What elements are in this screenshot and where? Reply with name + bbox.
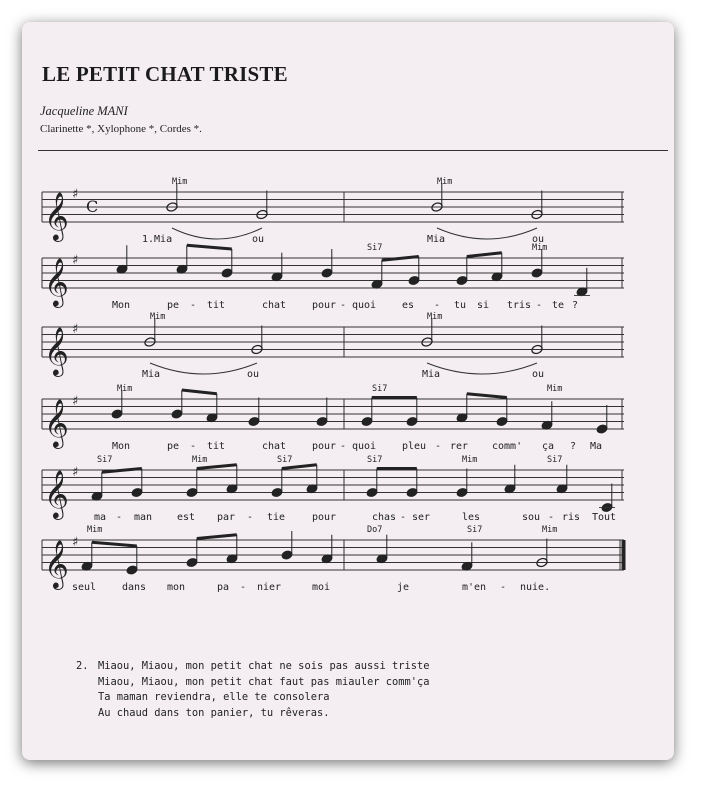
lyric-syllable: pleu xyxy=(402,441,427,452)
lyric-syllable: quoi xyxy=(352,441,377,452)
slur xyxy=(437,228,537,239)
chord-symbol: Si7 xyxy=(467,525,483,535)
lyric-syllable: Mia xyxy=(422,369,441,380)
lyric-syllable: ou xyxy=(247,369,260,380)
lyric-syllable: chas xyxy=(372,512,397,523)
treble-clef-icon: 𝄞 xyxy=(44,398,69,447)
sheet-music-page xyxy=(22,22,674,760)
lyric-syllable: - xyxy=(500,582,507,593)
lyric-syllable: ser xyxy=(412,512,431,523)
note-beam xyxy=(182,390,217,394)
lyric-syllable: par xyxy=(217,512,236,523)
lyric-syllable: 1.Mia xyxy=(142,234,173,245)
chord-symbol: Mim xyxy=(87,525,103,535)
lyric-syllable: - xyxy=(434,300,441,311)
verse-line: Miaou, Miaou, mon petit chat faut pas miauler comm'ça xyxy=(98,675,430,688)
note-beam xyxy=(467,394,507,398)
slur xyxy=(172,228,262,239)
chord-symbol: Mim xyxy=(437,177,453,187)
chord-symbol: Do7 xyxy=(367,525,383,535)
treble-clef-icon: 𝄞 xyxy=(44,257,69,306)
lyric-syllable: te xyxy=(552,300,565,311)
lyric-syllable: Mia xyxy=(142,369,161,380)
lyric-syllable: Mia xyxy=(427,234,446,245)
chord-symbol: Si7 xyxy=(97,455,113,465)
lyric-syllable: - xyxy=(536,300,543,311)
lyric-syllable: ça xyxy=(542,441,555,452)
lyric-syllable: ? xyxy=(572,300,579,311)
lyric-syllable: moi xyxy=(312,582,331,593)
song-title: LE PETIT CHAT TRISTE xyxy=(42,62,288,86)
chord-symbol: Mim xyxy=(192,455,208,465)
verse-line: Miaou, Miaou, mon petit chat ne sois pas aussi triste xyxy=(98,660,430,672)
chord-symbol: Si7 xyxy=(277,455,293,465)
key-sharp-icon: ♯ xyxy=(72,187,79,202)
chord-symbol: Mim xyxy=(150,312,166,322)
lyric-syllable: - xyxy=(247,512,254,523)
lyric-syllable: - xyxy=(190,441,197,452)
key-sharp-icon: ♯ xyxy=(72,322,79,337)
lyric-syllable: dans xyxy=(122,582,147,593)
lyric-syllable: tu xyxy=(454,300,467,311)
treble-clef-icon: 𝄞 xyxy=(44,469,69,518)
chord-symbol: Si7 xyxy=(367,455,383,465)
lyric-syllable: - xyxy=(435,441,442,452)
lyric-syllable: - xyxy=(340,441,347,452)
note-beam xyxy=(282,465,317,469)
treble-clef-icon: 𝄞 xyxy=(44,539,69,588)
verse-line: Au chaud dans ton panier, tu rêveras. xyxy=(98,706,330,719)
verse-2 xyxy=(76,659,430,721)
lyric-syllable: quoi xyxy=(352,300,377,311)
lyric-syllable: pour xyxy=(312,300,337,311)
lyric-syllable: seul xyxy=(72,582,97,593)
lyric-syllable: pour xyxy=(312,441,337,452)
lyric-syllable: es xyxy=(402,300,415,311)
lyric-syllable: je xyxy=(397,582,410,593)
verse-line: Ta maman reviendra, elle te consolera xyxy=(98,691,330,703)
key-sharp-icon: ♯ xyxy=(72,465,79,480)
lyric-syllable: ? xyxy=(570,441,577,452)
lyric-syllable: nuie. xyxy=(520,582,551,593)
lyric-syllable: chat xyxy=(262,300,287,311)
note-beam xyxy=(92,542,137,546)
lyric-syllable: les xyxy=(462,512,481,523)
lyric-syllable: pour xyxy=(312,512,337,523)
chord-symbol: Mim xyxy=(172,177,188,187)
lyric-syllable: Mon xyxy=(112,441,131,452)
lyric-syllable: pe xyxy=(167,300,180,311)
lyric-syllable: - xyxy=(190,300,197,311)
lyric-syllable: tit xyxy=(207,441,226,452)
note-beam xyxy=(197,535,237,539)
lyric-syllable: rer xyxy=(450,441,469,452)
instrumentation: Clarinette *, Xylophone *, Cordes *. xyxy=(40,123,202,135)
note-beam xyxy=(382,257,419,261)
lyric-syllable: - xyxy=(240,582,247,593)
slur xyxy=(427,363,537,374)
lyric-syllable: man xyxy=(134,512,153,523)
key-sharp-icon: ♯ xyxy=(72,253,79,268)
note-beam xyxy=(187,245,232,249)
chord-symbol: Si7 xyxy=(367,243,383,253)
chord-symbol: Mim xyxy=(532,243,548,253)
lyric-syllable: - xyxy=(340,300,347,311)
lyric-syllable: Ma xyxy=(590,441,603,452)
lyric-syllable: comm' xyxy=(492,441,523,452)
note-beam xyxy=(467,253,502,257)
lyric-syllable: ou xyxy=(252,234,265,245)
lyric-syllable: pe xyxy=(167,441,180,452)
lyric-syllable: tit xyxy=(207,300,226,311)
note-beam xyxy=(102,469,142,473)
lyric-syllable: Tout xyxy=(592,512,617,523)
lyric-syllable: tris xyxy=(507,300,532,311)
chord-symbol: Mim xyxy=(462,455,478,465)
lyric-syllable: est xyxy=(177,512,196,523)
key-sharp-icon: ♯ xyxy=(72,394,79,409)
lyric-syllable: chat xyxy=(262,441,287,452)
key-sharp-icon: ♯ xyxy=(72,535,79,550)
verse-number: 2. xyxy=(76,660,89,672)
note-beam xyxy=(197,465,237,469)
lyric-syllable: - xyxy=(116,512,123,523)
lyric-syllable: - xyxy=(400,512,407,523)
lyric-syllable: Mon xyxy=(112,300,131,311)
composer-name: Jacqueline MANI xyxy=(40,104,128,118)
treble-clef-icon: 𝄞 xyxy=(44,326,69,375)
lyric-syllable: nier xyxy=(257,582,282,593)
lyric-syllable: ris xyxy=(562,512,581,523)
chord-symbol: Mim xyxy=(427,312,443,322)
lyric-syllable: - xyxy=(548,512,555,523)
chord-symbol: Si7 xyxy=(547,455,563,465)
time-signature-icon: C xyxy=(86,197,99,216)
chord-symbol: Mim xyxy=(547,384,563,394)
slur xyxy=(150,363,257,374)
lyric-syllable: mon xyxy=(167,582,186,593)
chord-symbol: Mim xyxy=(117,384,133,394)
lyric-syllable: ma xyxy=(94,512,107,523)
chord-symbol: Si7 xyxy=(372,384,388,394)
music-score xyxy=(22,22,674,760)
treble-clef-icon: 𝄞 xyxy=(44,191,69,240)
chord-symbol: Mim xyxy=(542,525,558,535)
lyric-syllable: sou xyxy=(522,512,541,523)
lyric-syllable: pa xyxy=(217,582,230,593)
lyric-syllable: m'en xyxy=(462,582,487,593)
lyric-syllable: ou xyxy=(532,234,545,245)
lyric-syllable: ou xyxy=(532,369,545,380)
lyric-syllable: si xyxy=(477,300,490,311)
lyric-syllable: tie xyxy=(267,512,286,523)
